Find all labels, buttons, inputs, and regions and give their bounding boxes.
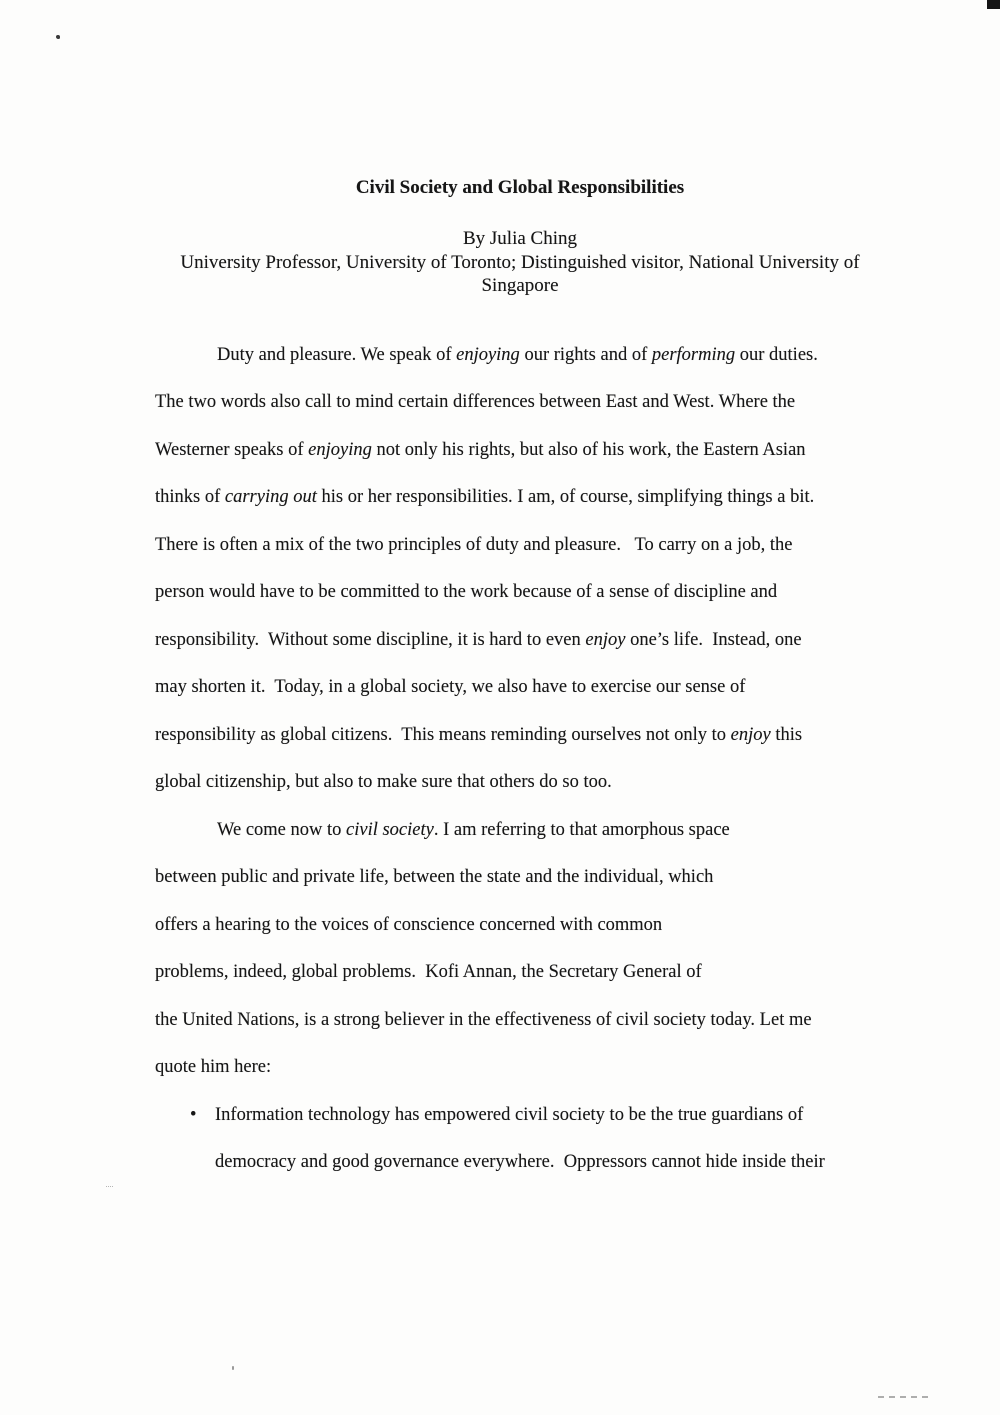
text-segment: The two words also call to mind certain differences between East and West. Where the — [155, 392, 796, 412]
scan-artifact-speck — [106, 1186, 113, 1190]
text-line — [155, 379, 885, 427]
text-segment: problems, indeed, global problems. Kofi Annan, the Secretary General of — [155, 962, 702, 982]
text-line — [155, 854, 885, 902]
text-line — [155, 759, 885, 807]
scan-artifact-speck — [232, 1366, 234, 1370]
text-segment: quote him here: — [155, 1057, 272, 1077]
text-line — [155, 1092, 885, 1140]
byline: By Julia Ching — [462, 228, 577, 249]
affiliation-line-1: University Professor, University of Toronto; Distinguished visitor, National University of — [180, 251, 860, 273]
text-segment: his or her responsibilities. I am, of course, simplifying things a bit. — [316, 487, 815, 507]
text-segment: There is often a mix of the two principles of duty and pleasure. To carry on a job, the — [155, 534, 793, 555]
text-line — [155, 522, 885, 570]
bullet-marker-icon: • — [190, 1104, 197, 1125]
bullet-item — [155, 1092, 885, 1187]
text-segment: Westerner speaks of — [155, 439, 309, 460]
text-segment: responsibility as global citizens. This means reminding ourselves not only to — [155, 724, 731, 745]
text-segment: this — [770, 724, 803, 745]
document-title: Civil Society and Global Responsibilities — [355, 177, 685, 198]
text-segment: global citizenship, but also to make sure that others do so too. — [155, 772, 612, 792]
text-segment: We come now to — [217, 819, 347, 840]
text-segment: offers a hearing to the voices of conscience concerned with common — [155, 914, 663, 935]
text-line — [155, 332, 885, 380]
scan-artifact-corner — [987, 0, 1000, 9]
text-segment: Information technology has empowered civil society to be the true guardians of — [215, 1104, 804, 1125]
scan-artifact-dash — [878, 1396, 928, 1398]
text-line — [155, 997, 885, 1045]
text-segment: . I am referring to that amorphous space — [433, 819, 730, 840]
document-content — [155, 0, 885, 1187]
text-line — [155, 949, 885, 997]
text-line — [155, 1139, 885, 1187]
text-segment: our duties. — [735, 344, 818, 365]
text-segment: democracy and good governance everywhere. Oppressors cannot hide inside their — [215, 1152, 825, 1172]
text-segment: responsibility. Without some discipline, it is hard to even — [155, 629, 586, 650]
emphasized-text: enjoying — [456, 344, 520, 365]
text-segment: between public and private life, between the state and the individual, which — [155, 867, 714, 887]
emphasized-text: enjoy — [585, 629, 626, 650]
text-segment: thinks of — [155, 487, 225, 507]
text-line — [155, 569, 885, 617]
text-line — [155, 474, 885, 522]
text-segment: the United Nations, is a strong believer in the effectiveness of civil society today. Let me — [155, 1009, 812, 1030]
text-line — [155, 1044, 885, 1092]
document-body — [155, 332, 885, 1187]
scan-artifact-speck — [56, 35, 60, 39]
emphasized-text: civil society — [346, 819, 434, 840]
text-line — [155, 427, 885, 475]
document-header — [155, 0, 885, 298]
emphasized-text: enjoy — [730, 724, 771, 745]
affiliation-line-2: Singapore — [481, 275, 559, 296]
text-segment: person would have to be committed to the work because of a sense of discipline and — [155, 582, 778, 602]
text-segment: our rights and of — [519, 344, 652, 365]
emphasized-text: performing — [651, 344, 736, 365]
text-line — [155, 902, 885, 950]
emphasized-text: enjoying — [308, 439, 372, 460]
paragraph — [155, 807, 885, 1092]
text-segment: Duty and pleasure. We speak of — [217, 344, 457, 365]
text-line — [155, 617, 885, 665]
text-segment: not only his rights, but also of his work, the Eastern Asian — [371, 439, 806, 460]
emphasized-text: carrying out — [224, 487, 317, 507]
text-segment: one’s life. Instead, one — [625, 629, 802, 650]
text-segment: may shorten it. Today, in a global society, we also have to exercise our sense of — [155, 677, 746, 697]
text-line — [155, 712, 885, 760]
text-line — [155, 807, 885, 855]
paragraph — [155, 332, 885, 807]
text-line — [155, 664, 885, 712]
